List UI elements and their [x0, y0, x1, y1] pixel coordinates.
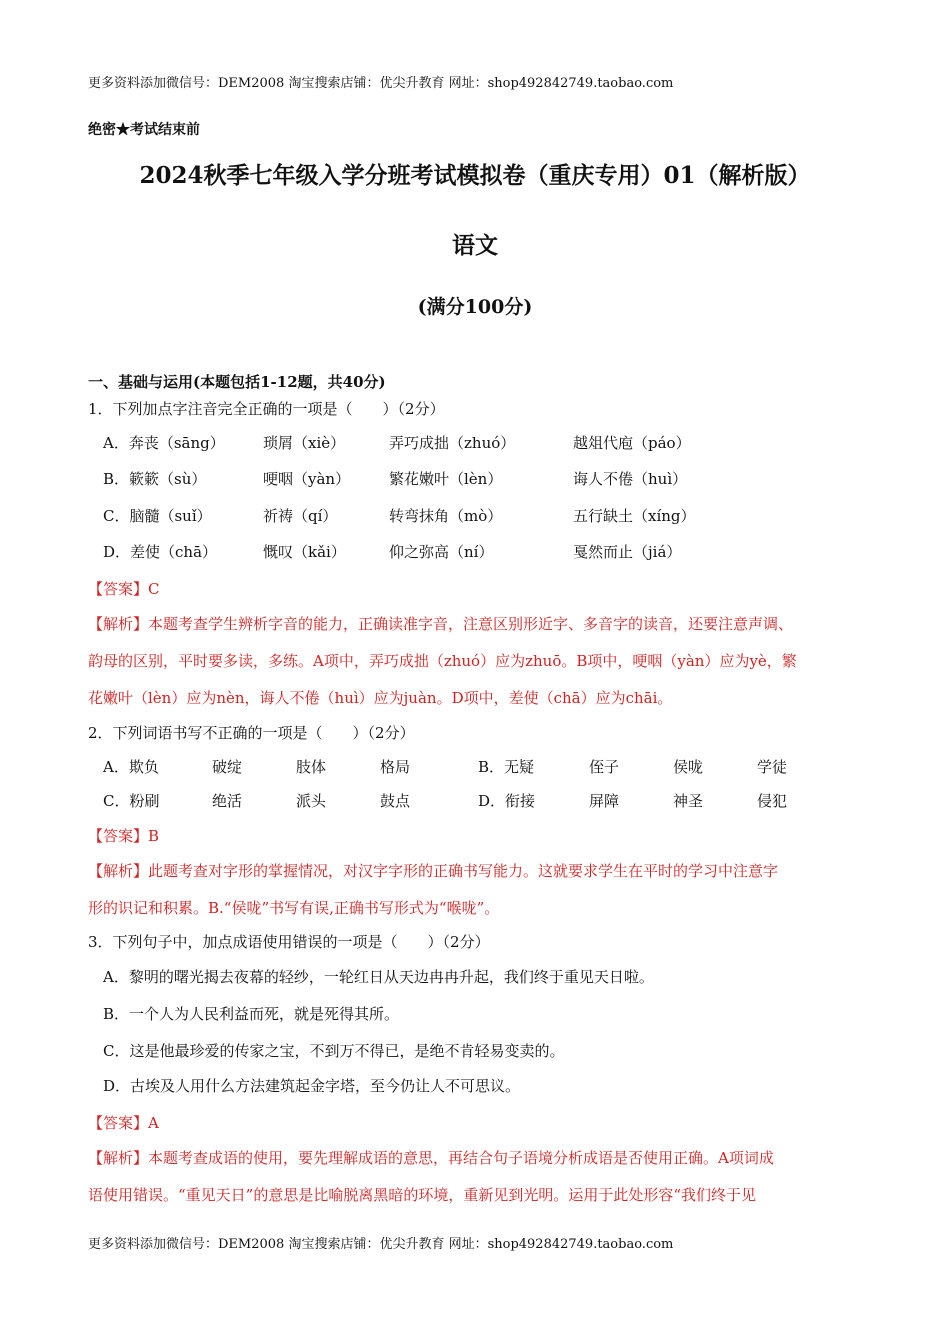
q2-word: A．欺负 [103, 758, 159, 776]
subject-title: 语文 [452, 232, 498, 259]
q2-word: 侵犯 [757, 792, 788, 810]
q2-word: 派头 [296, 792, 327, 810]
page-header: 更多资料添加微信号：DEM2008 淘宝搜索店铺：优尖升教育 网址：shop492842749.taobao.com [88, 76, 674, 91]
q1-option-d-1: D．差使（chā） [103, 543, 218, 561]
q1-option-b-3: 繁花嫩叶（lèn） [389, 470, 503, 488]
page-footer: 更多资料添加微信号：DEM2008 淘宝搜索店铺：优尖升教育 网址：shop492842749.taobao.com [88, 1237, 674, 1252]
question-3-stem: 3．下列句子中，加点成语使用错误的一项是（ ）（2分） [88, 933, 490, 951]
q1-option-a-3: 弄巧成拙（zhuó） [389, 434, 516, 452]
q1-option-c-2: 祈祷（qí） [263, 507, 338, 525]
q2-word: 学徒 [757, 758, 788, 776]
q2-answer: 【答案】B [88, 827, 160, 845]
q1-option-d-3: 仰之弥高（ní） [389, 543, 494, 561]
q3-option-b: B．一个人为人民利益而死，就是死得其所。 [103, 1005, 400, 1023]
q2-word: C．粉刷 [103, 792, 160, 810]
q2-analysis-line-1: 【解析】此题考查对字形的掌握情况，对汉字字形的正确书写能力。这就要求学生在平时的学习中注意字 [88, 862, 779, 880]
q2-word: B．无疑 [478, 758, 535, 776]
q3-option-a: A．黎明的曙光揭去夜幕的轻纱，一轮红日从天边冉冉升起，我们终于重见天日啦。 [103, 968, 654, 986]
q1-option-a-4: 越俎代庖（páo） [573, 434, 691, 452]
q3-option-d: D．古埃及人用什么方法建筑起金字塔，至今仍让人不可思议。 [103, 1077, 521, 1095]
q3-option-c: C．这是他最珍爱的传家之宝，不到万不得已，是绝不肯轻易变卖的。 [103, 1042, 565, 1060]
document-title: 2024秋季七年级入学分班考试模拟卷（重庆专用）01（解析版） [139, 162, 811, 189]
q1-option-b-1: B．簌簌（sù） [103, 470, 207, 488]
q1-option-c-1: C．脑髓（suǐ） [103, 507, 212, 525]
q1-option-a-2: 琐屑（xiè） [263, 434, 346, 452]
q2-analysis-line-2: 形的识记和积累。B.“侯咙”书写有误,正确书写形式为“喉咙”。 [88, 899, 500, 917]
q2-word: 侯咙 [673, 758, 704, 776]
q1-analysis-line-1: 【解析】本题考查学生辨析字音的能力，正确读准字音，注意区别形近字、多音字的读音，还要注意声调、 [88, 615, 794, 633]
q1-option-b-4: 诲人不倦（huì） [573, 470, 688, 488]
q2-word: D．衔接 [478, 792, 536, 810]
section-heading: 一、基础与运用(本题包括1-12题，共40分) [88, 373, 386, 391]
q1-option-a-1: A．奔丧（sāng） [103, 434, 225, 452]
q3-answer: 【答案】A [88, 1114, 159, 1132]
q1-option-c-3: 转弯抹角（mò） [389, 507, 503, 525]
q2-word: 格局 [380, 758, 411, 776]
q2-word: 肢体 [296, 758, 327, 776]
q1-analysis-line-3: 花嫩叶（lèn）应为nèn，诲人不倦（huì）应为juàn。D项中，差使（chā）应为chāi。 [88, 689, 673, 707]
q2-word: 侄子 [589, 758, 620, 776]
q1-option-b-2: 哽咽（yàn） [263, 470, 351, 488]
confidential-label: 绝密★考试结束前 [88, 122, 200, 138]
q3-analysis-line-1: 【解析】本题考查成语的使用，要先理解成语的意思，再结合句子语境分析成语是否使用正确。A项词成 [88, 1149, 774, 1167]
q1-answer: 【答案】C [88, 580, 160, 598]
q3-analysis-line-2: 语使用错误。“重见天日”的意思是比喻脱离黑暗的环境，重新见到光明。运用于此处形容“我们终于见 [88, 1186, 757, 1204]
q2-word: 鼓点 [380, 792, 411, 810]
q1-option-d-4: 戛然而止（jiá） [573, 543, 682, 561]
q1-option-c-4: 五行缺土（xíng） [573, 507, 696, 525]
q2-word: 屏障 [589, 792, 620, 810]
q2-word: 神圣 [673, 792, 704, 810]
q2-word: 破绽 [212, 758, 243, 776]
question-2-stem: 2．下列词语书写不正确的一项是（ ）（2分） [88, 724, 415, 742]
q1-option-d-2: 慨叹（kǎi） [263, 543, 346, 561]
q1-analysis-line-2: 韵母的区别，平时要多读，多练。A项中，弄巧成拙（zhuó）应为zhuō。B项中，哽咽（yàn）应为yè，繁 [88, 652, 797, 670]
full-score: (满分100分) [417, 296, 533, 318]
q2-word: 绝活 [212, 792, 243, 810]
question-1-stem: 1．下列加点字注音完全正确的一项是（ ）（2分） [88, 400, 445, 418]
